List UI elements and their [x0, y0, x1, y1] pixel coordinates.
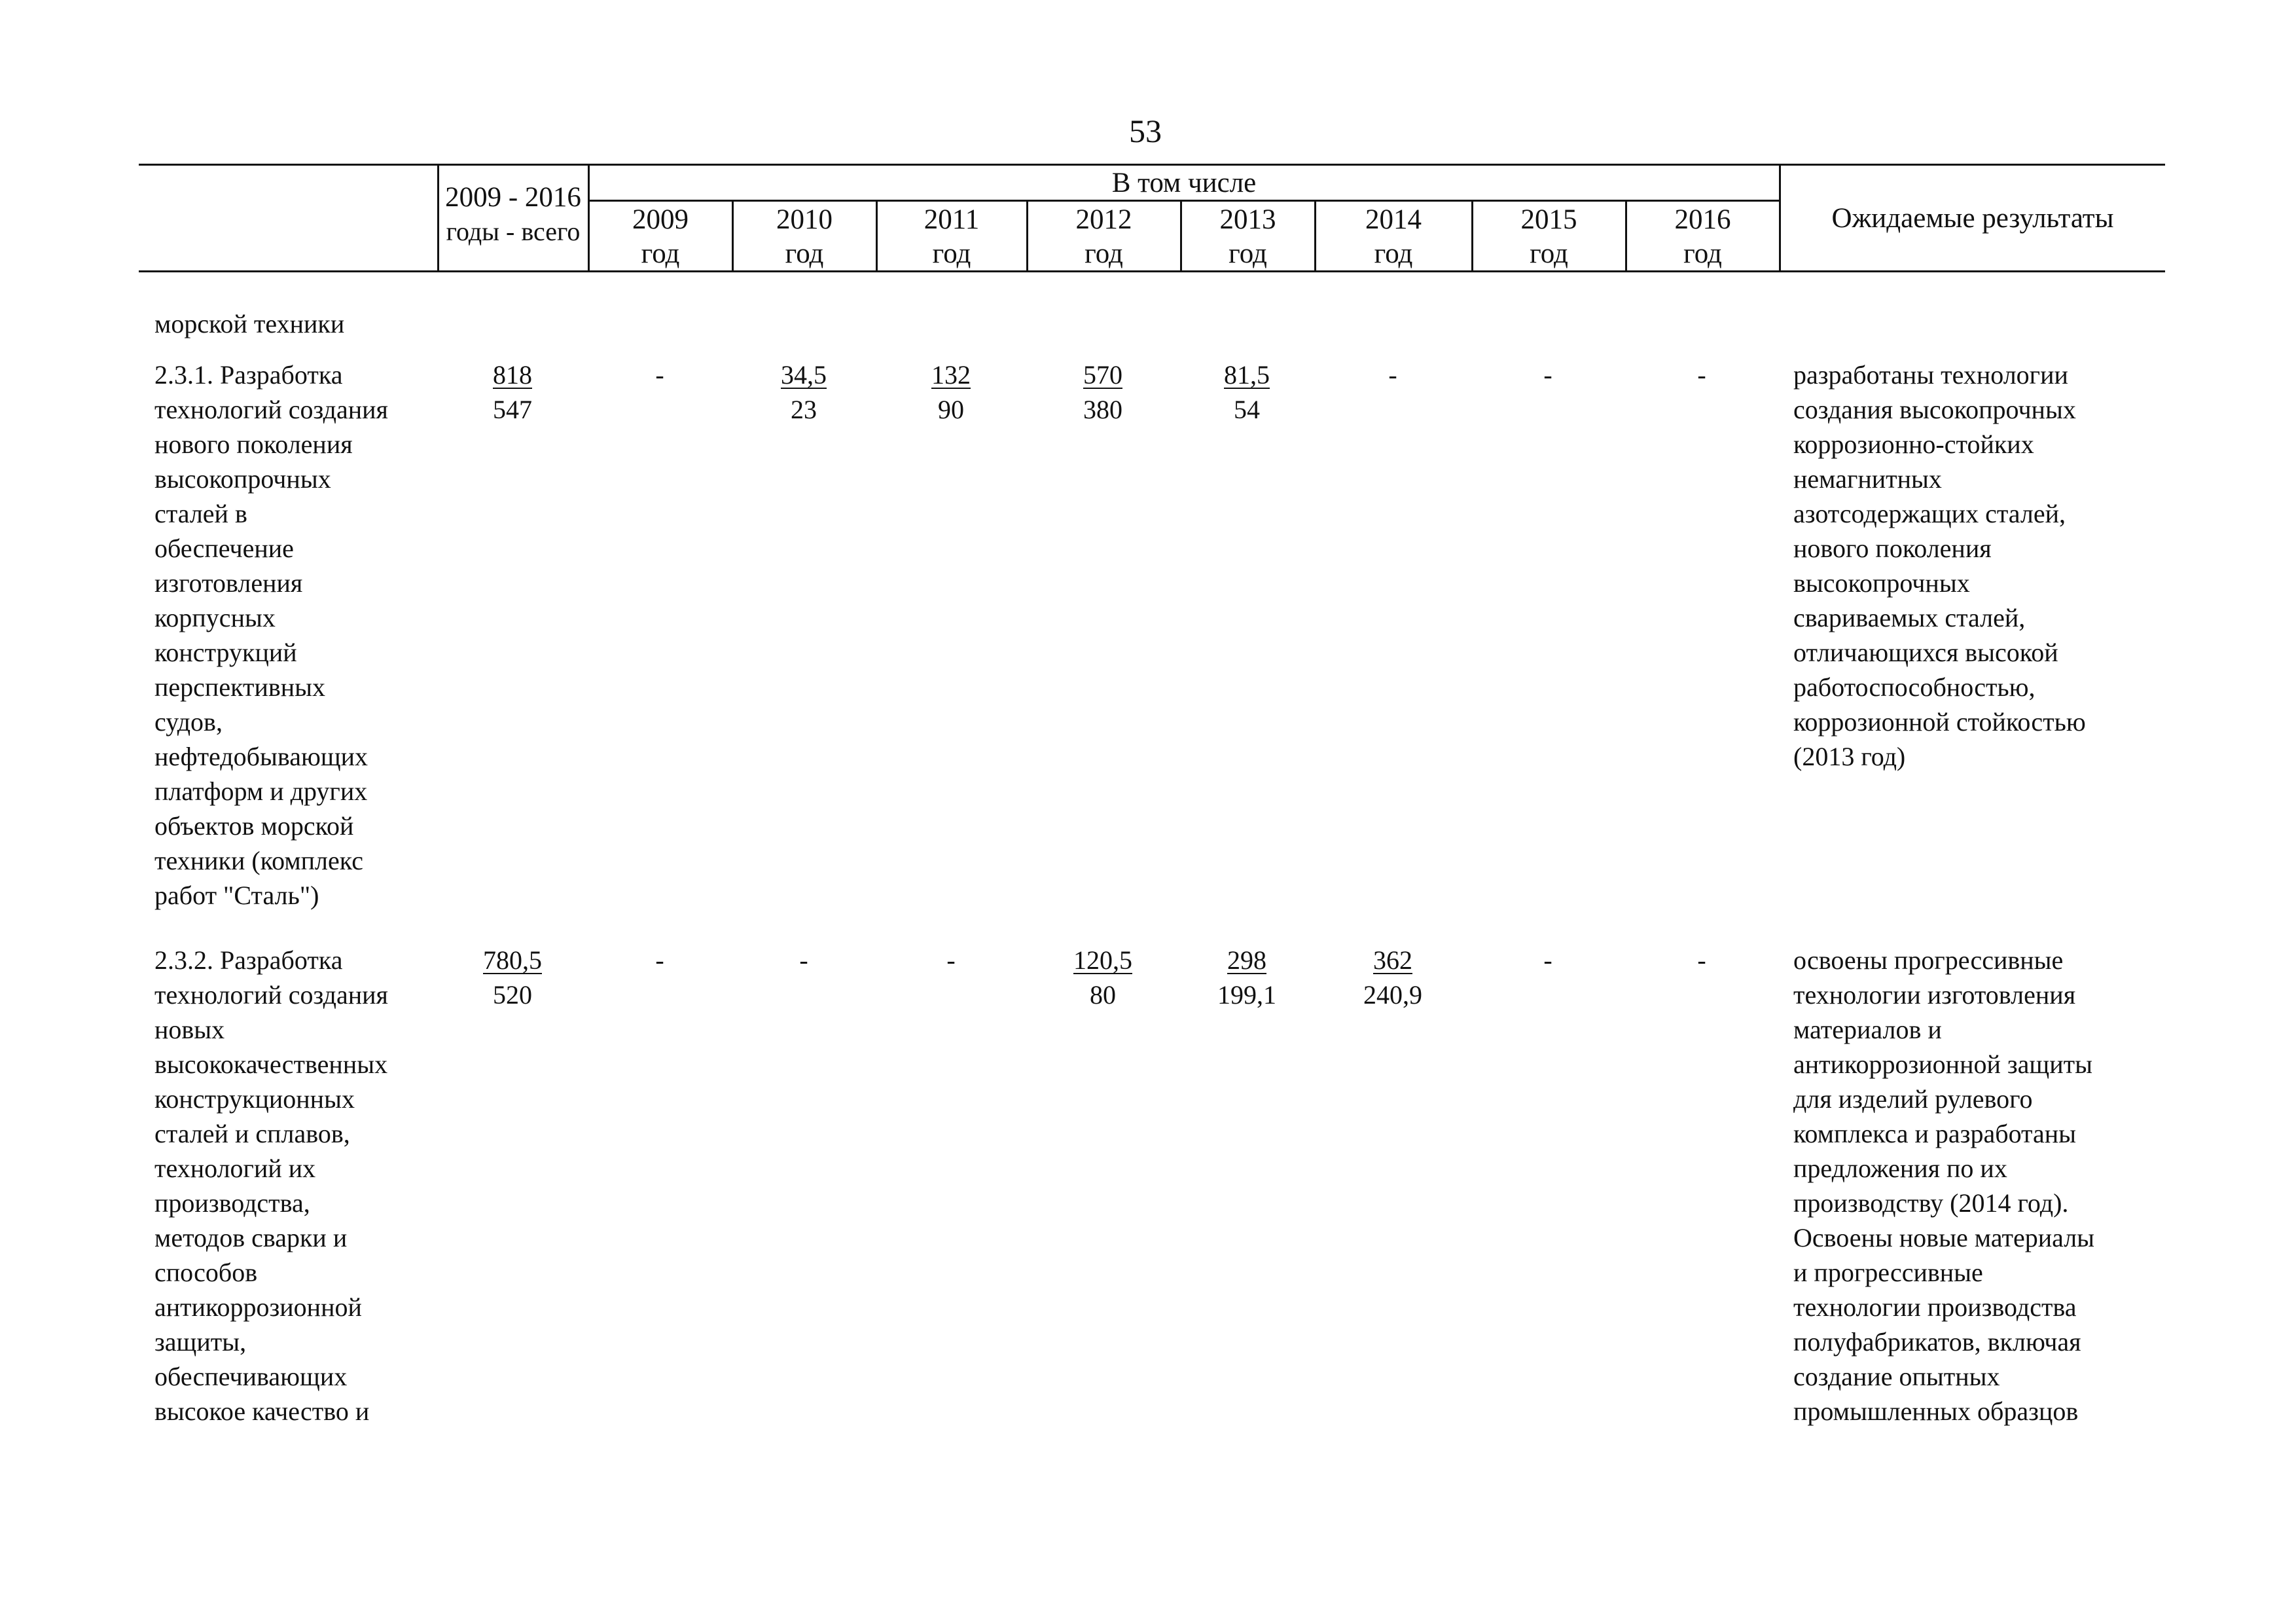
- header-total-column: [439, 181, 588, 249]
- row-1-2011: 132 90: [931, 360, 971, 424]
- header-total-line2: годы - всего: [446, 217, 581, 246]
- row-1-result: разработаны технологии создания высокопрочных коррозионно-стойких немагнитных азотсодержащих сталей, нового поколения высокопрочных свариваемых сталей, отличающихся высокой работоспособностью, коррозионной стойкостью (2013 год): [1793, 360, 2086, 771]
- row-2-2016: -: [1697, 945, 1706, 975]
- header-year-2014: 2014 год: [1365, 204, 1422, 269]
- header-year-2015: 2015 год: [1520, 204, 1577, 269]
- header-year-2010: 2010 год: [776, 204, 833, 269]
- row-2-2014: 362 240,9: [1363, 945, 1422, 1010]
- header-year-2013: 2013 год: [1219, 204, 1276, 269]
- row-2-name: 2.3.2. Разработка технологий создания новых высококачественных конструкционных сталей и сплавов, технологий их производства, методов сварки и способов антикоррозионной защиты, обеспечивающих высокое качество и: [154, 945, 388, 1426]
- header-year-2011: 2011 год: [924, 204, 980, 269]
- row-2-2009: -: [655, 945, 664, 975]
- row-2-2013: 298 199,1: [1217, 945, 1276, 1010]
- row-1-name: 2.3.1. Разработка технологий создания нового поколения высокопрочных сталей в обеспечение изготовления корпусных конструкций перспективных судов, нефтедобывающих платформ и других объектов морской техники (комплекс работ "Сталь"): [154, 360, 388, 910]
- header-results-column: Ожидаемые результаты: [1831, 203, 2114, 234]
- row-1-2013: 81,5 54: [1224, 360, 1270, 424]
- header-year-2012: 2012 год: [1075, 204, 1132, 269]
- header-total-line1: 2009 - 2016: [445, 182, 581, 213]
- continuation-text: морской техники: [154, 309, 345, 338]
- header-group-label: В том числе: [1111, 168, 1257, 198]
- row-2-2011: -: [946, 945, 956, 975]
- row-2-total: 780,5 520: [483, 945, 542, 1010]
- row-1-2016: -: [1697, 360, 1706, 390]
- row-1-2009: -: [655, 360, 664, 390]
- page-number: 53: [1129, 113, 1162, 149]
- row-1-total: 818 547: [493, 360, 532, 424]
- header-year-2009: 2009 год: [632, 204, 689, 269]
- row-2-2012: 120,5 80: [1073, 945, 1132, 1010]
- row-1-2014: -: [1388, 360, 1397, 390]
- row-1-2010: 34,5 23: [781, 360, 827, 424]
- row-2-2015: -: [1543, 945, 1552, 975]
- row-1-2015: -: [1543, 360, 1552, 390]
- header-top-rule: [139, 164, 2165, 166]
- row-1-2012: 570 380: [1083, 360, 1122, 424]
- header-year-2016: 2016 год: [1674, 204, 1731, 269]
- row-2-result: освоены прогрессивные технологии изготовления материалов и антикоррозионной защиты для изделий рулевого комплекса и разработаны предложения по их производству (2014 год). Освоены новые материалы и прогрессивные технологии производства полуфабрикатов, включая создание опытных промышленных образцов: [1793, 945, 2095, 1426]
- row-2-2010: -: [799, 945, 808, 975]
